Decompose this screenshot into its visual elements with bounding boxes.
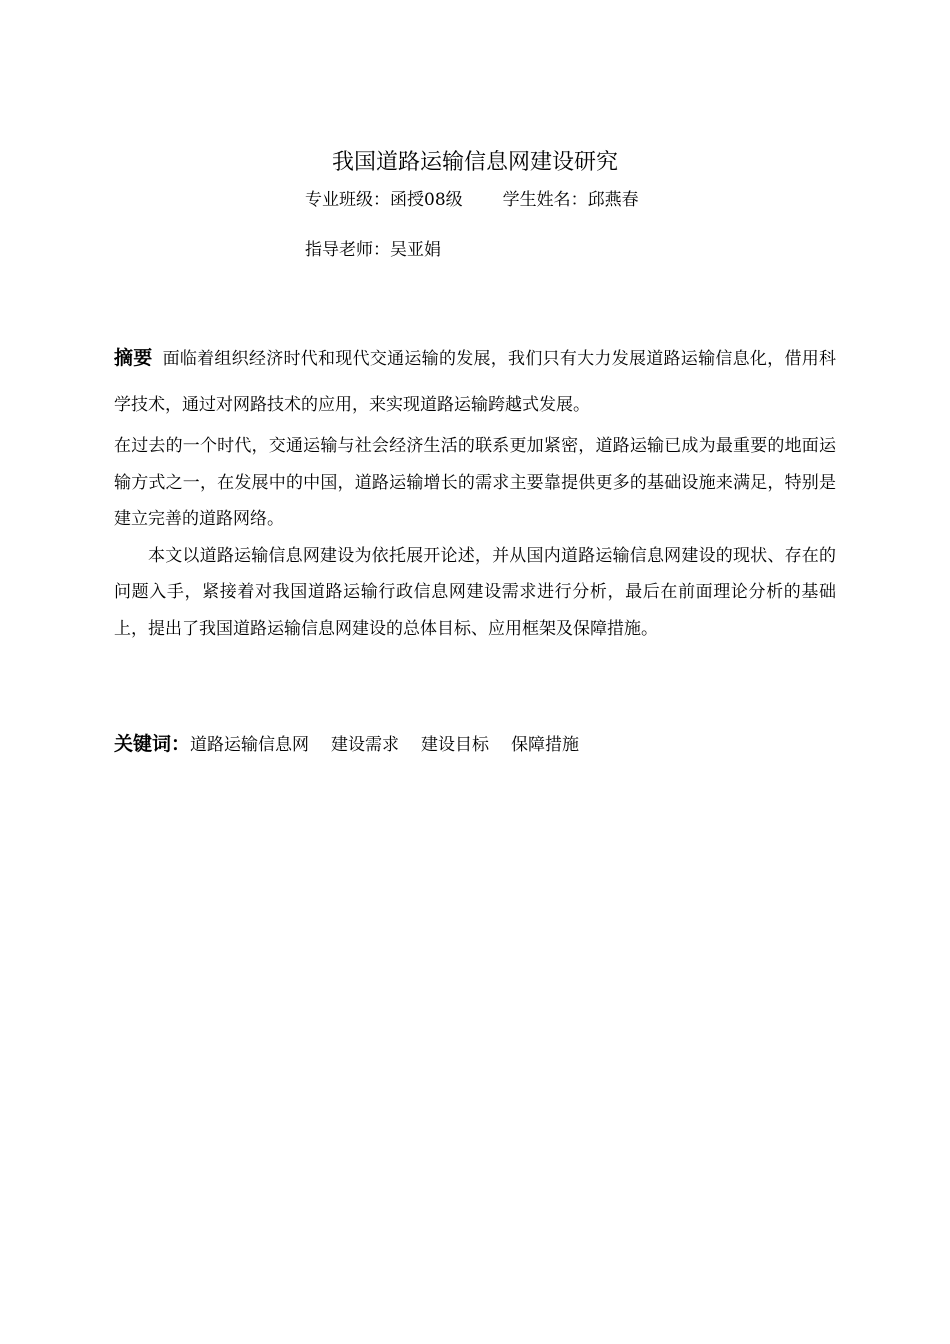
keyword-item: 建设需求 xyxy=(331,735,400,755)
major-class: 专业班级：函授08级 xyxy=(305,190,463,210)
advisor-line xyxy=(305,237,441,263)
advisor-name: 指导老师：吴亚娟 xyxy=(305,240,441,260)
abstract-label: 摘要 xyxy=(114,347,153,369)
student-name: 学生姓名：邱燕春 xyxy=(502,190,639,210)
keyword-item: 保障措施 xyxy=(511,735,580,755)
keywords-section xyxy=(114,729,601,760)
abstract-section xyxy=(114,335,836,648)
abstract-paragraph-1 xyxy=(114,335,836,428)
abstract-paragraph-2: 在过去的一个时代，交通运输与社会经济生活的联系更加紧密，道路运输已成为最重要的地面运输方式之一，在发展中的中国，道路运输增长的需求主要靠提供更多的基础设施来满足，特别是建立完善的道路网络。 xyxy=(114,436,836,530)
abstract-paragraph-1-text: 面临着组织经济时代和现代交通运输的发展，我们只有大力发展道路运输信息化，借用科学技术，通过对网路技术的应用，来实现道路运输跨越式发展。 xyxy=(114,349,836,415)
keyword-item: 建设目标 xyxy=(421,735,490,755)
keywords-label: 关键词： xyxy=(114,733,191,755)
author-info-line xyxy=(305,187,639,213)
page-title: 我国道路运输信息网建设研究 xyxy=(331,150,618,175)
keyword-item: 道路运输信息网 xyxy=(190,735,310,755)
abstract-paragraph-3: 本文以道路运输信息网建设为依托展开论述，并从国内道路运输信息网建设的现状、存在的问题入手，紧接着对我国道路运输行政信息网建设需求进行分析，最后在前面理论分析的基础上，提出了我国道路运输信息网建设的总体目标、应用框架及保障措施。 xyxy=(114,545,836,639)
